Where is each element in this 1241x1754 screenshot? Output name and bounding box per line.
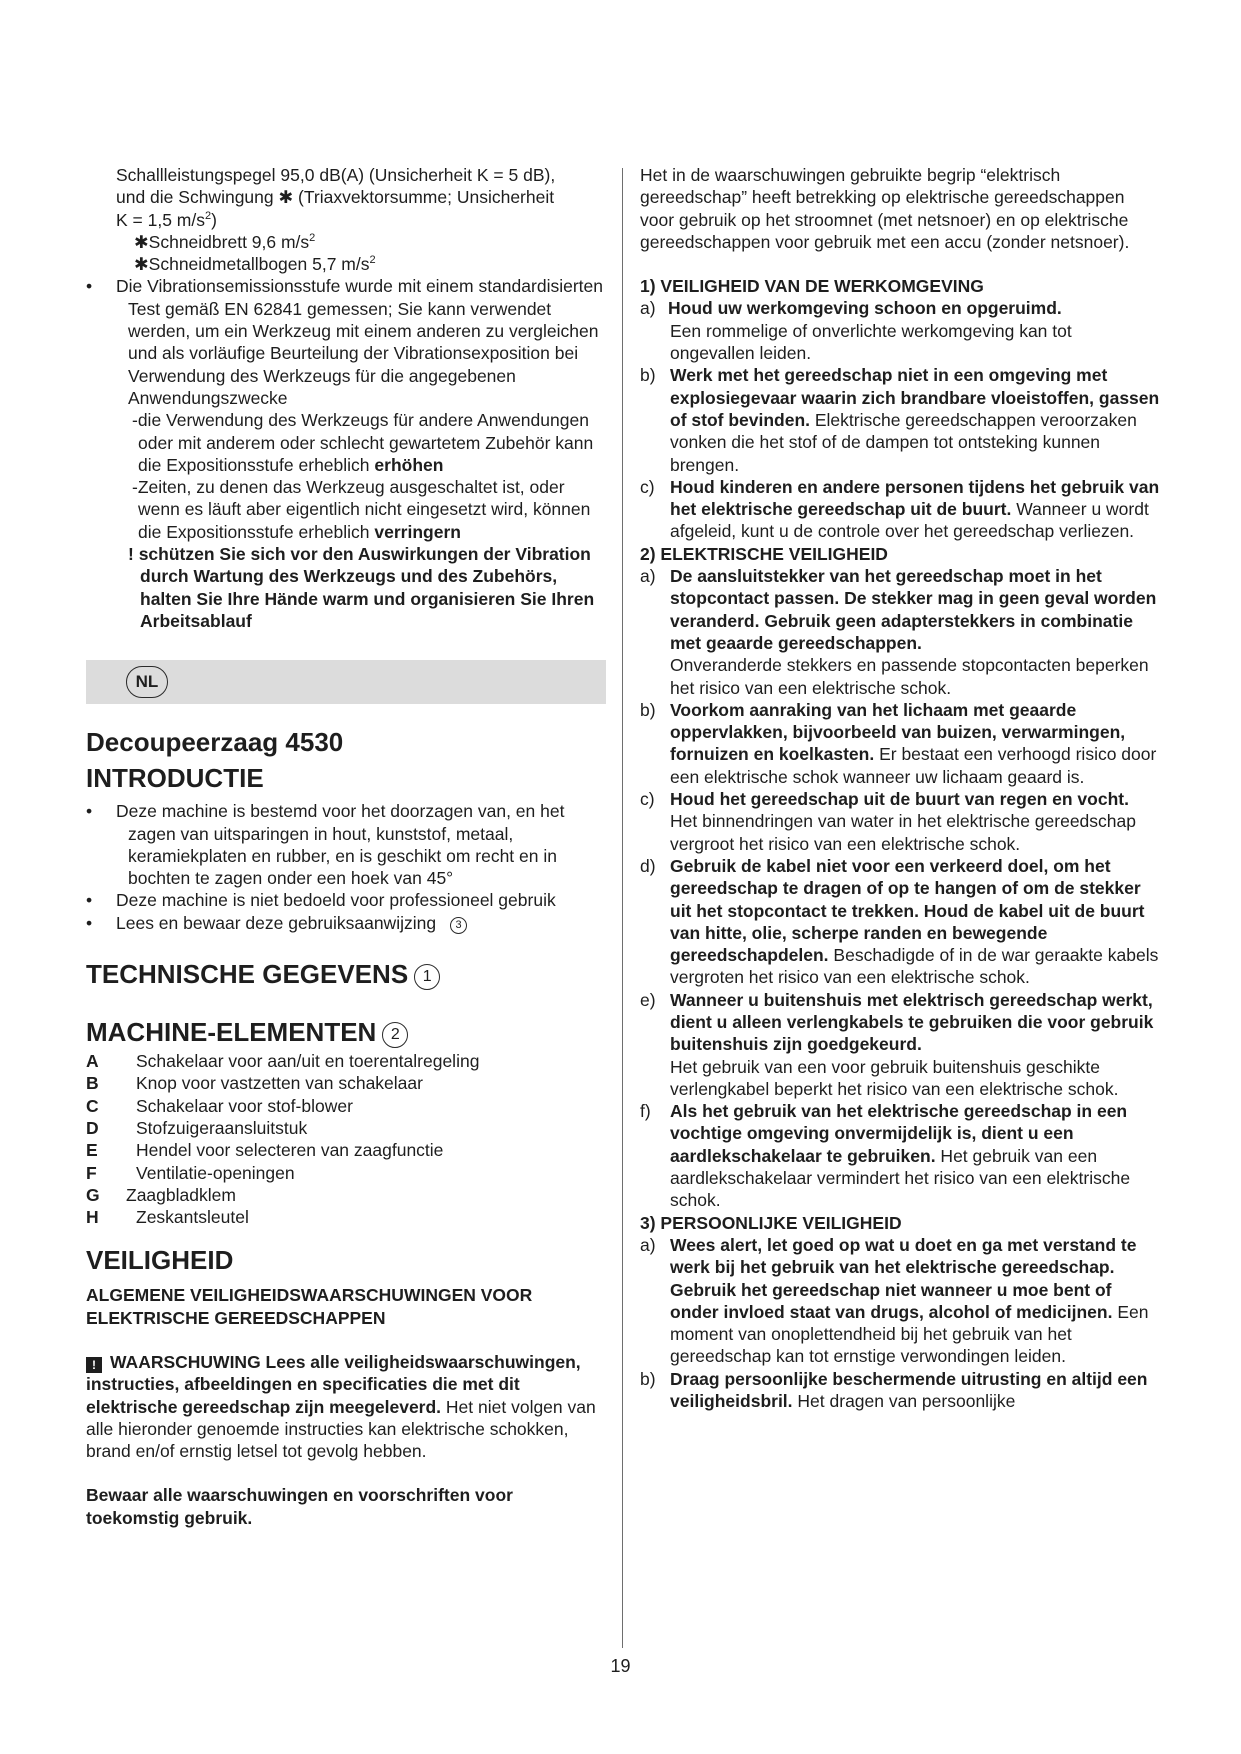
safety-item: c) Houd het gereedschap uit de buurt van regen en vocht. Het binnendringen van water in het elektrische gereedschap vergroot het risico van een elektrische schok. (640, 789, 1136, 854)
part-item: D Stofzuigeraansluitstuk (86, 1117, 308, 1138)
dash-item-2: -Zeiten, zu denen das Werkzeug ausgeschaltet ist, oder wenn es läuft aber eigentlich nicht eingesetzt wird, können die Expositionsstufe erheblich verringern (132, 477, 591, 542)
safety-item: d) Gebruik de kabel niet voor een verkeerd doel, om het gereedschap te dragen of op te hangen of om de stekker uit het stopcontact te trekken. Houd de kabel uit de buurt van hitte, olie, scherpe randen en bewegende gereedschapdelen. Beschadigde of in de war geraakte kabels vergroten het risico van een elektrische schok. (640, 855, 1159, 988)
section-title-3: 3) PERSOONLIJKE VEILIGHEID (640, 1212, 902, 1233)
uncertainty-line: K = 1,5 $m/s^2$) (116, 209, 217, 230)
section-title-1: 1) VEILIGHEID VAN DE WERKOMGEVING (640, 276, 984, 297)
warning-paragraph: ! WAARSCHUWING Lees alle veiligheidswaarschuwingen, instructies, afbeeldingen en specificaties die met dit elektrische gereedschap zijn meegeleverd. Het niet volgen van alle hieronder genoemde instructies kan elektrische schokken, brand en/of ernstig letsel tot gevolg hebben. (86, 1351, 596, 1462)
star-icon: ✱ (134, 231, 149, 252)
product-title: Decoupeerzaag 4530 (86, 727, 344, 758)
parts-list (86, 1050, 606, 1228)
left-column (86, 164, 606, 1529)
safety-item: a) Wees alert, let goed op wat u doet en ga met verstand te werk bij het gebruik van het elektrische gereedschap. Gebruik het gereedschap niet wanneer u moe bent of onder invloed staat van drugs, alcohol of medicijnen. Een moment van onoplettendheid bij het gebruik van het gereedschap kan tot ernstige verwondingen leiden. (640, 1234, 1149, 1367)
star-icon: ✱ (134, 254, 149, 275)
bullet-icon: • (86, 801, 93, 822)
bullet-icon: • (86, 890, 93, 911)
safety-item: f) Als het gebruik van het elektrische gereedschap in een vochtige omgeving onvermijdelijk is, dient u een aardlekschakelaar te gebruiken. Het gebruik van een aardlekschakelaar vermindert het risico van een elektrische schok. (640, 1101, 1131, 1211)
page-number: 19 (610, 1656, 631, 1676)
safety-item: b) Werk met het gereedschap niet in een omgeving met explosiegevaar waarin zich brandbare vloeistoffen, gassen of stof bevinden. Elektrische gereedschappen veroorzaken vonken die het stof of de dampen tot ontsteking kunnen brengen. (640, 365, 1160, 475)
part-item: G Zaagbladklem (86, 1184, 236, 1205)
vibration-note: ! schützen Sie sich vor den Auswirkungen der Vibration durch Wartung des Werkzeugs und des Zubehörs, halten Sie Ihre Hände warm und organisieren Sie Ihren Arbeitsablauf (128, 544, 595, 631)
intro-bullet-2: • Deze machine is niet bedoeld voor professioneel gebruik (86, 890, 556, 911)
dash-item-1: -die Verwendung des Werkzeugs für andere Anwendungen oder mit anderem oder schlecht gewartetem Zubehör kann die Expositionsstufe erheblich erhöhen (132, 410, 594, 475)
warning-icon: ! (86, 1357, 102, 1373)
vibration-bullet (86, 275, 606, 409)
term-definition: Het in de waarschuwingen gebruikte begrip “elektrisch gereedschap” heeft betrekking op elektrische gereedschappen voor gebruik op het stroomnet (met netsnoer) en op elektrische gereedschappen voor gebruik met een accu (zonder netsnoer). (640, 165, 1130, 252)
safety-item: c) Houd kinderen en andere personen tijdens het gebruik van het elektrische gereedschap uit de buurt. Wanneer u wordt afgeleid, kunt u de controle over het gereedschap verliezen. (640, 476, 1160, 542)
section-title-2: 2) ELEKTRISCHE VEILIGHEID (640, 543, 888, 564)
heading-veiligheid: VEILIGHEID (86, 1245, 234, 1276)
intro-bullet-3: • Lees en bewaar deze gebruiksaanwijzing 3 (86, 912, 606, 934)
safety-subheading: ALGEMENE VEILIGHEIDSWAARSCHUWINGEN VOOR ELEKTRISCHE GEREEDSCHAPPEN (86, 1285, 533, 1328)
sound-level-line: Schallleistungspegel 95,0 dB(A) (Unsicherheit K = 5 dB), (116, 165, 556, 185)
language-bar (86, 660, 606, 704)
right-column (640, 164, 1160, 1412)
safety-item: e) Wanneer u buitenshuis met elektrisch gereedschap werkt, dient u alleen verlengkabels te gebruiken die voor gebruik buitenshuis zijn goedgekeurd. Het gebruik van een voor gebruik buitenshuis geschikte verlengkabel beperkt het risico van een elektrische schok. (640, 989, 1154, 1099)
intro-bullet-1: • Deze machine is bestemd voor het doorzagen van, en het zagen van uitsparingen in hout, kunststof, metaal, keramiekplaten en rubber, en is geschikt om recht en in bochten te zagen onder een hoek van 45° (86, 801, 565, 889)
safety-item: a) De aansluitstekker van het gereedschap moet in het stopcontact passen. De stekker mag in geen geval worden veranderd. Gebruik geen adapterstekkers in combinatie met geaarde gereedschappen. Onveranderde stekkers en passende stopcontacten beperken het risico van een elektrische schok. (640, 566, 1157, 698)
part-item: A Schakelaar voor aan/uit en toerentalregeling (86, 1051, 480, 1072)
figure-ref-3: 3 (450, 917, 467, 934)
part-item: F Ventilatie-openingen (86, 1162, 295, 1183)
part-item: H Zeskantsleutel (86, 1207, 249, 1228)
vibration-text: Die Vibrationsemissionsstufe wurde mit einem standardisierten Test gemäß EN 62841 gemessen; Sie kann verwendet werden, um ein Werkzeug mit einem anderen zu vergleichen und als vorläufige Beurteilung der Vibrationsexposition bei Verwendung des Werkzeugs für die angegebenen Anwendungszwecke (116, 276, 603, 408)
part-item: B Knop voor vastzetten van schakelaar (86, 1073, 423, 1094)
part-item: E Hendel voor selecteren van zaagfunctie (86, 1140, 444, 1161)
bullet-icon: • (86, 276, 93, 297)
safety-item: a) Houd uw werkomgeving schoon en opgeruimd. Een rommelige of onverlichte werkomgeving kan tot ongevallen leiden. (640, 298, 1072, 364)
keep-instructions: Bewaar alle waarschuwingen en voorschriften voor toekomstig gebruik. (86, 1485, 513, 1528)
figure-ref-1: 1 (414, 964, 440, 990)
part-item: C Schakelaar voor stof-blower (86, 1095, 353, 1116)
heading-machine-elementen: MACHINE-ELEMENTEN 2 (86, 1014, 606, 1050)
vibration-value-1: ✱Schneidbrett 9,6 $m/s^2$ (134, 231, 316, 252)
vibration-value-2: ✱Schneidmetallbogen 5,7 $m/s^2$ (134, 254, 376, 275)
column-divider (622, 168, 623, 1648)
vibration-line: und die Schwingung ✱ (Triaxvektorsumme; Unsicherheit (116, 187, 555, 208)
bullet-icon: • (86, 912, 93, 933)
safety-item: b) Voorkom aanraking van het lichaam met geaarde oppervlakken, bijvoorbeeld van buizen, verwarmingen, fornuizen en koelkasten. Er bestaat een verhoogd risico door een elektrische schok wanneer uw lichaam geaard is. (640, 699, 1157, 787)
heading-technische-gegevens: TECHNISCHE GEGEVENS 1 (86, 956, 606, 992)
safety-item: b) Draag persoonlijke beschermende uitrusting en altijd een veiligheidsbril. Het dragen van persoonlijke (640, 1368, 1148, 1412)
language-badge: NL (126, 666, 168, 698)
figure-ref-2: 2 (382, 1022, 408, 1048)
heading-introductie: INTRODUCTIE (86, 763, 264, 794)
